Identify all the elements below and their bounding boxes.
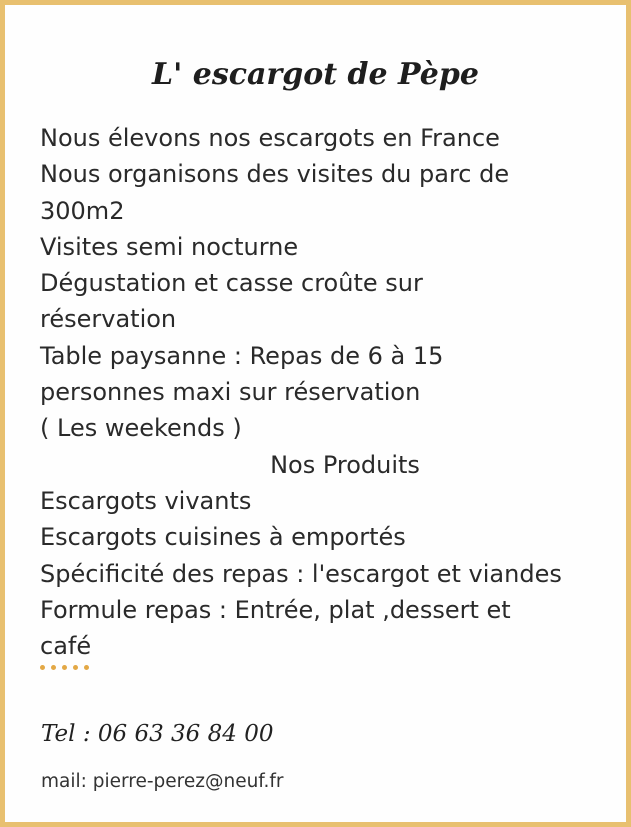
info-line: personnes maxi sur réservation: [40, 378, 421, 407]
product-line: Escargots cuisines à emportés: [40, 523, 406, 552]
email-address: mail: pierre-perez@neuf.fr: [41, 771, 284, 792]
dot: [51, 665, 56, 670]
decorative-dots: [40, 665, 89, 670]
products-heading: Nos Produits: [270, 450, 420, 479]
flyer-content: [40, 120, 610, 664]
dot: [40, 665, 45, 670]
info-line: Nous élevons nos escargots en France: [40, 124, 500, 152]
flyer-title: L' escargot de Pèpe: [152, 57, 479, 92]
info-line: Table paysanne : Repas de 6 à 15: [40, 341, 444, 370]
dot: [62, 665, 67, 670]
info-line: ( Les weekends ): [40, 414, 242, 443]
info-line: réservation: [40, 305, 177, 334]
info-line: Visites semi nocturne: [40, 232, 299, 261]
info-line: 300m2: [40, 196, 125, 225]
product-line: café: [40, 632, 92, 661]
dot: [84, 665, 89, 670]
product-line: Spécificité des repas : l'escargot et viandes: [40, 559, 562, 588]
phone-number: Tel : 06 63 36 84 00: [41, 721, 274, 747]
dot: [73, 665, 78, 670]
info-line: Nous organisons des visites du parc de: [40, 160, 510, 189]
product-line: Formule repas : Entrée, plat ,dessert et: [40, 595, 511, 624]
product-line: Escargots vivants: [40, 486, 252, 515]
info-line: Dégustation et casse croûte sur: [40, 269, 423, 298]
